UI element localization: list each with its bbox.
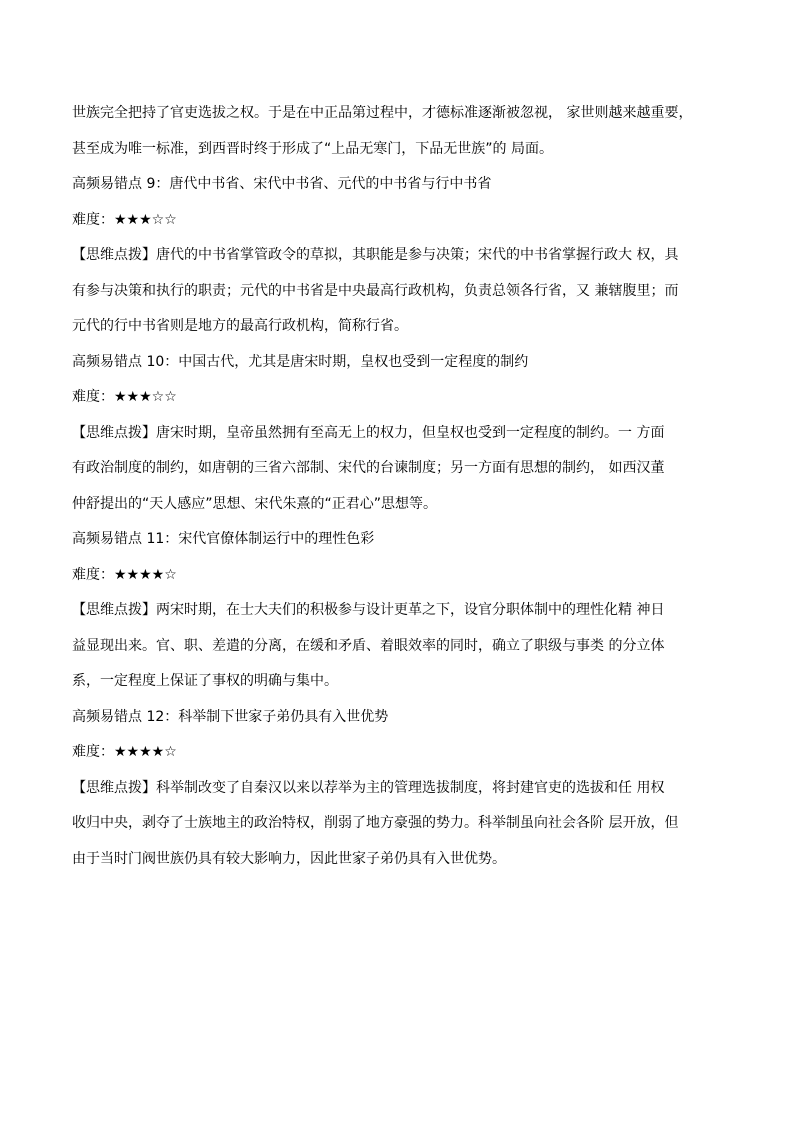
paragraph-line: 仲舒提出的“天人感应”思想、宋代朱熹的“正君心”思想等。	[72, 495, 438, 512]
paragraph-line: 【思维点拨】唐宋时期，皇帝虽然拥有至高无上的权力，但皇权也受到一定程度的制约。一 方面	[72, 424, 665, 441]
paragraph-line: 系，一定程度上保证了事权的明确与集中。	[72, 673, 338, 689]
difficulty-rating: 难度：★★★☆☆	[72, 389, 177, 405]
paragraph-line: 【思维点拨】科举制改变了自秦汉以来以荐举为主的管理选拔制度，将封建官吏的选拔和任 用权	[72, 779, 665, 796]
paragraph-line: 甚至成为唯一标准，到西晋时终于形成了“上品无寒门，下品无世族”的 局面。	[72, 140, 553, 157]
section-heading: 高频易错点 10：中国古代，尤其是唐宋时期，皇权也受到一定程度的制约	[72, 353, 529, 370]
section-heading: 高频易错点 9：唐代中书省、宋代中书省、元代的中书省与行中书省	[72, 176, 492, 192]
paragraph-line: 元代的行中书省则是地方的最高行政机构，简称行省。	[72, 318, 408, 334]
paragraph-line: 【思维点拨】两宋时期，在士大夫们的积极参与设计更革之下，设官分职体制中的理性化精 神日	[72, 602, 665, 618]
paragraph-line: 世族完全把持了官吏选拔之权。于是在中正品第过程中，才德标准逐渐被忽视， 家世则越来越重要，	[72, 105, 693, 121]
paragraph-line: 益显现出来。官、职、差遣的分离，在缓和矛盾、着眼效率的同时，确立了职级与事类 的分立体	[72, 637, 665, 654]
paragraph-line: 由于当时门阀世族仍具有较大影响力，因此世家子弟仍具有入世优势。	[72, 850, 506, 867]
difficulty-rating: 难度：★★★★☆	[72, 744, 177, 760]
difficulty-rating: 难度：★★★☆☆	[72, 211, 177, 228]
difficulty-rating: 难度：★★★★☆	[72, 566, 177, 583]
paragraph-line: 收归中央，剥夺了士族地主的政治特权，削弱了地方豪强的势力。科举制虽向社会各阶 层开放，但	[72, 815, 679, 831]
document-page	[72, 103, 722, 884]
section-heading: 高频易错点 12：科举制下世家子弟仍具有入世优势	[72, 708, 389, 725]
paragraph-line: 有参与决策和执行的职责；元代的中书省是中央最高行政机构，负责总领各行省，又 兼辖腹里；而	[72, 282, 679, 299]
section-heading: 高频易错点 11：宋代官僚体制运行中的理性色彩	[72, 531, 375, 547]
paragraph-line: 【思维点拨】唐代的中书省掌管政令的草拟，其职能是参与决策；宋代的中书省掌握行政大 权，具	[72, 247, 679, 263]
paragraph-line: 有政治制度的制约，如唐朝的三省六部制、宋代的台谏制度；另一方面有思想的制约， 如西汉董	[72, 460, 665, 476]
